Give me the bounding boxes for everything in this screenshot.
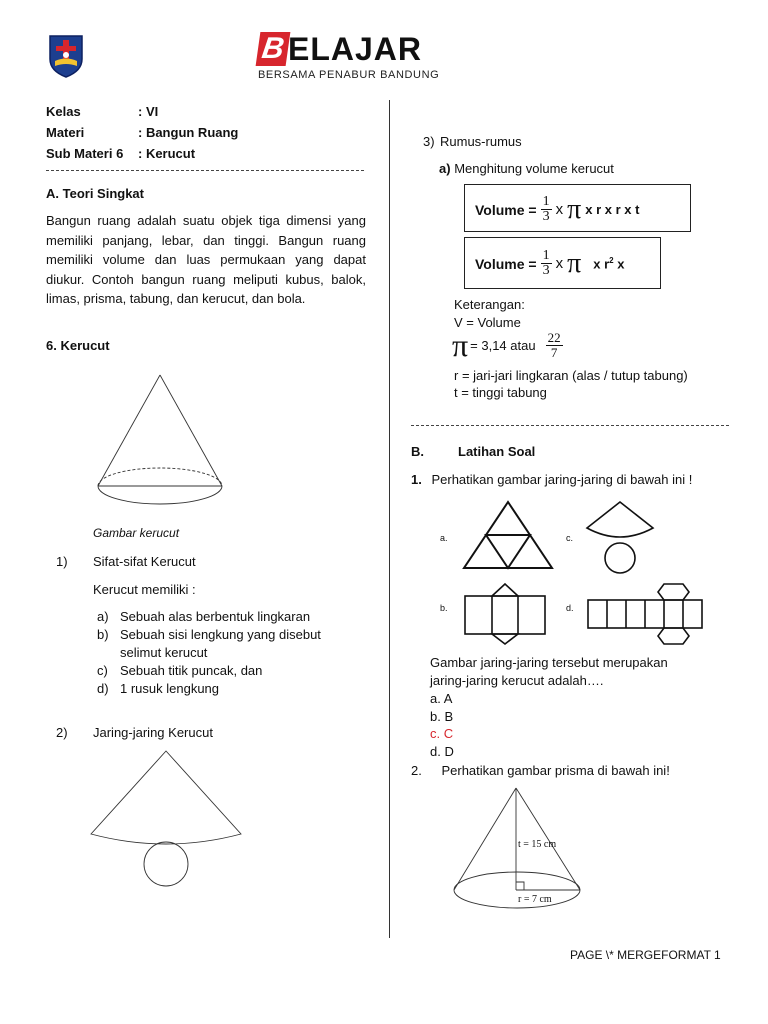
column-divider xyxy=(389,100,390,938)
net-a-triangles xyxy=(462,500,554,573)
formula-2-fraction xyxy=(541,249,552,278)
list-item xyxy=(97,608,367,626)
question-2-number: 2. xyxy=(411,763,422,778)
pi-fraction xyxy=(546,331,563,360)
fraction-denominator: 3 xyxy=(542,209,550,224)
formula-1-pi: π xyxy=(567,193,582,225)
list-text: selimut kerucut xyxy=(120,645,208,660)
question-1 xyxy=(411,471,692,489)
net-d-hexagonal xyxy=(586,582,704,649)
formula-box-1 xyxy=(464,184,691,232)
formula-1-fraction xyxy=(541,195,552,224)
info-materi-value: : Bangun Ruang xyxy=(138,125,239,140)
cone-figure xyxy=(95,372,235,520)
formula-2-tail-a: x r xyxy=(593,256,610,272)
question-1-body-1: Gambar jaring-jaring tersebut merupakan xyxy=(430,655,668,670)
question-2 xyxy=(411,762,670,780)
page-number-field: PAGE \* MERGEFORMAT 1 xyxy=(570,948,721,962)
net-label-c: c. xyxy=(566,533,574,543)
rumus-title: Rumus-rumus xyxy=(440,134,522,149)
keterangan-r: r = jari-jari lingkaran (alas / tutup tabung) xyxy=(454,368,688,383)
option-c-answer: c. C xyxy=(430,726,454,741)
list-text: 1 rusuk lengkung xyxy=(120,681,220,696)
list-text: Sebuah alas berbentuk lingkaran xyxy=(120,609,311,624)
cone-radius-label: r = 7 cm xyxy=(518,894,552,905)
list-text: Sebuah titik puncak, dan xyxy=(120,663,263,678)
fraction-numerator: 22 xyxy=(547,329,561,345)
question-2-text: Perhatikan gambar prisma di bawah ini! xyxy=(441,763,670,778)
formula-1-x: x xyxy=(555,201,564,218)
section-a-heading: A. Teori Singkat xyxy=(46,186,144,201)
fraction-numerator: 1 xyxy=(542,248,550,263)
net-label-d: d. xyxy=(566,603,574,613)
info-kelas-value: : VI xyxy=(138,104,159,119)
volume-subtitle xyxy=(439,160,614,178)
formula-2-pi: π xyxy=(567,247,582,279)
keterangan-volume: V = Volume xyxy=(454,315,521,330)
option-b: b. B xyxy=(430,709,454,724)
kerucut-heading: 6. Kerucut xyxy=(46,338,110,353)
info-kelas-label: Kelas xyxy=(46,104,81,119)
formula-2-label: Volume = xyxy=(475,255,537,272)
school-crest-icon xyxy=(46,33,86,79)
list-item xyxy=(97,626,367,644)
fraction-numerator: 1 xyxy=(542,194,550,209)
jaring-title: Jaring-jaring Kerucut xyxy=(93,725,213,740)
jaring-number: 2) xyxy=(56,725,68,740)
formula-1-tail: x r x r x t xyxy=(585,202,640,217)
section-b-letter: B. xyxy=(411,444,424,459)
volume-subtitle-text: Menghitung volume kerucut xyxy=(454,161,614,176)
cone-height-label: t = 15 cm xyxy=(518,839,557,850)
pi-value: = 3,14 atau xyxy=(470,337,536,353)
rumus-number: 3) xyxy=(423,134,435,149)
left-dashed-separator xyxy=(46,170,364,171)
net-c-cone xyxy=(584,500,656,579)
info-kelas xyxy=(46,104,158,119)
section-b-heading: Latihan Soal xyxy=(458,444,536,459)
list-marker: a) xyxy=(97,609,109,624)
question-1-text: Perhatikan gambar jaring-jaring di bawah ini ! xyxy=(431,472,693,487)
brand-subtitle: BERSAMA PENABUR BANDUNG xyxy=(258,69,440,81)
cone-net-figure xyxy=(88,748,248,891)
list-item xyxy=(97,662,367,680)
net-label-b: b. xyxy=(440,603,448,613)
brand-name: ELAJAR xyxy=(288,31,423,67)
formula-2-exponent: 2 xyxy=(609,255,614,265)
info-materi-label: Materi xyxy=(46,125,85,140)
list-marker: d) xyxy=(97,681,109,696)
info-submateri xyxy=(46,146,195,161)
pi-symbol: π xyxy=(452,327,469,363)
formula-box-2 xyxy=(464,237,661,289)
cone-caption: Gambar kerucut xyxy=(93,526,180,540)
formula-2-tail-b: x xyxy=(617,256,625,272)
formula-1-label: Volume = xyxy=(475,201,537,218)
list-item xyxy=(97,644,367,662)
sifat-title: Sifat-sifat Kerucut xyxy=(93,554,196,569)
volume-subtitle-marker: a) xyxy=(439,161,451,176)
keterangan-pi xyxy=(452,327,563,363)
info-submateri-value: : Kerucut xyxy=(138,146,196,161)
question-1-number: 1. xyxy=(411,472,422,487)
question-1-body-2: jaring-jaring kerucut adalah…. xyxy=(430,673,604,688)
formula-2-x: x xyxy=(555,255,564,272)
option-a: a. A xyxy=(430,691,453,706)
right-dashed-separator xyxy=(411,425,729,426)
list-marker: b) xyxy=(97,627,109,642)
sifat-list xyxy=(97,608,367,698)
net-b-prism xyxy=(462,582,548,649)
option-d: d. D xyxy=(430,744,454,759)
fraction-denominator: 7 xyxy=(550,344,558,360)
keterangan-title: Keterangan: xyxy=(454,297,525,312)
list-text: Sebuah sisi lengkung yang disebut xyxy=(120,627,321,642)
net-label-a: a. xyxy=(440,533,448,543)
fraction-denominator: 3 xyxy=(542,263,550,278)
brand-b: B xyxy=(256,32,291,66)
list-marker: c) xyxy=(97,663,108,678)
info-materi xyxy=(46,125,238,140)
info-submateri-label: Sub Materi 6 xyxy=(46,146,124,161)
teori-paragraph: Bangun ruang adalah suatu objek tiga dimensi yang memiliki panjang, lebar, dan tinggi. Bangun ruang memiliki volume dan luas permukaan yang dapat diukur. Contoh bangun ruang meliputi kubus, balok, limas, prisma, tabung, dan kerucut, dan bola. xyxy=(46,213,366,306)
sifat-number: 1) xyxy=(56,554,68,569)
keterangan-t: t = tinggi tabung xyxy=(454,385,547,400)
formula-2-tail xyxy=(593,256,624,271)
list-item xyxy=(97,680,367,698)
brand-logo xyxy=(258,32,422,66)
kerucut-memiliki: Kerucut memiliki : xyxy=(93,582,196,597)
